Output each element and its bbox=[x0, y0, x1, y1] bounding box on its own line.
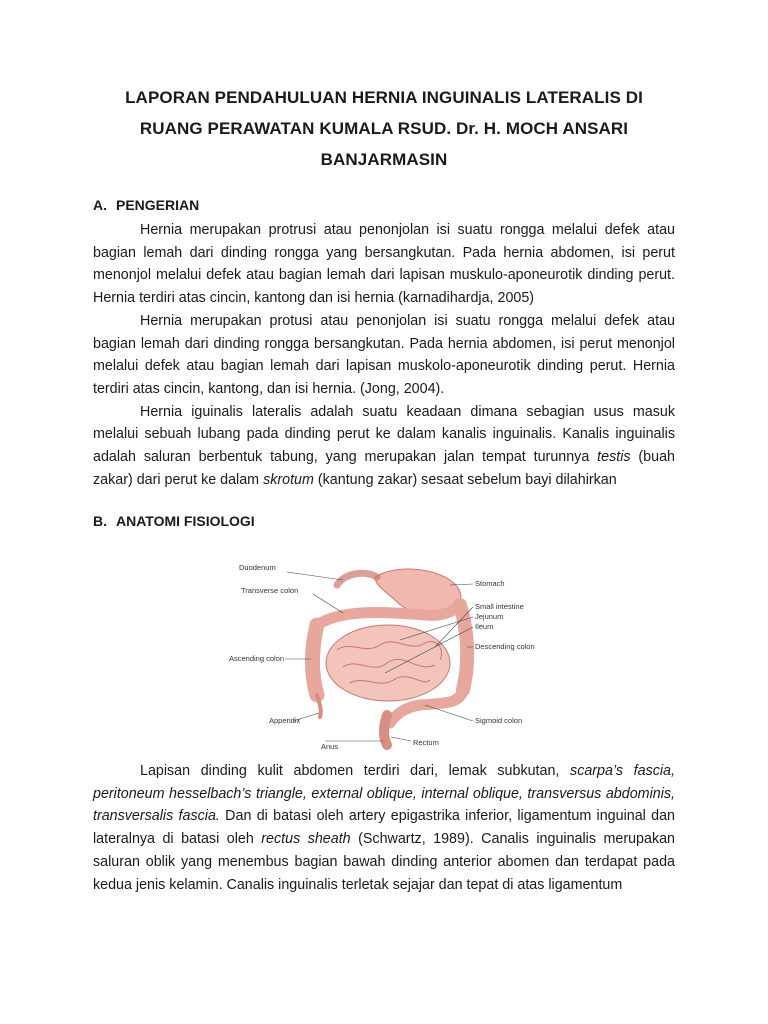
b-text-2: Dan di batasi oleh artery epigastrika inferior, ligamentum inguinal dan lateralnya di batasi oleh bbox=[93, 808, 675, 848]
section-a-heading bbox=[93, 197, 199, 213]
section-b-title: ANATOMI FISIOLOGI bbox=[116, 513, 255, 529]
section-b-heading bbox=[93, 513, 255, 529]
b-italic-fascia-list: scarpa’s fascia, peritoneum hesselbach’s triangle, external oblique, internal oblique, transversus abdominis, transversalis fascia. bbox=[93, 763, 675, 825]
label-rectum: Rectum bbox=[413, 738, 439, 747]
descending-colon-shape bbox=[460, 605, 467, 690]
label-anus: Anus bbox=[321, 742, 339, 751]
title-line-3: BANJARMASIN bbox=[320, 150, 448, 169]
label-appendix: Appendix bbox=[269, 716, 301, 725]
label-stomach: Stomach bbox=[475, 579, 505, 588]
label-transverse-colon: Transverse colon bbox=[241, 586, 299, 595]
b-text-1: Lapisan dinding kulit abdomen terdiri dari, lemak subkutan, bbox=[140, 763, 571, 779]
label-duodenum: Duodenum bbox=[239, 563, 276, 572]
label-descending-colon: Descending colon bbox=[475, 642, 535, 651]
organs bbox=[313, 569, 468, 745]
section-a-paragraph-2: Hernia merupakan protusi atau penonjolan isi suatu rongga melalui defek atau bagian lemah dari dinding rongga bersangkutan. Pada hernia abdomen, isi perut menonjol melalui defek atau bagian lemah dari lapisan muskolo-aponeurotik dinding perut. Hernia terdiri atas cincin, kantong, dan isi hernia. (Jong, 2004). bbox=[93, 312, 675, 397]
section-b-paragraph-1 bbox=[93, 760, 675, 896]
label-ascending-colon: Ascending colon bbox=[229, 654, 285, 663]
label-small-intestine: Small intestine bbox=[475, 602, 524, 611]
section-a-paragraph-3 bbox=[93, 401, 675, 492]
b-text-3: (Schwartz, 1989). Canalis inguinalis merupakan saluran oblik yang menembus bagian bawah dinding anterior abomen dan terdapat pada kedua jenis kelamin. Canalis inguinalis terletak sejajar dan tepat di atas ligamentum bbox=[93, 831, 675, 893]
p3-text-2: (buah zakar) dari perut ke dalam bbox=[93, 449, 675, 488]
section-b-number: B. bbox=[93, 513, 107, 529]
rectum-shape bbox=[384, 715, 387, 745]
b-italic-rectus-sheath: rectus sheath bbox=[261, 831, 351, 848]
ascending-colon-shape bbox=[313, 625, 318, 695]
p3-italic-testis: testis bbox=[597, 449, 631, 466]
section-a-body bbox=[93, 219, 675, 491]
label-jejunum: Jejunum bbox=[475, 612, 504, 621]
p3-italic-skrotum: skrotum bbox=[263, 471, 314, 488]
section-a-number: A. bbox=[93, 197, 107, 213]
digestive-system-illustration bbox=[225, 555, 545, 755]
section-a-title: PENGERIAN bbox=[116, 197, 200, 213]
section-b-body bbox=[93, 760, 675, 896]
duodenum-shape bbox=[337, 573, 377, 585]
label-sigmoid-colon: Sigmoid colon bbox=[475, 716, 523, 725]
small-intestine-shape bbox=[326, 625, 450, 701]
label-ileum: Ileum bbox=[475, 622, 494, 631]
title-line-2: RUANG PERAWATAN KUMALA RSUD. Dr. H. MOCH ANSARI bbox=[139, 119, 629, 138]
digestive-system-figure bbox=[225, 555, 545, 755]
p3-text-1: Hernia iguinalis lateralis adalah suatu keadaan dimana sebagian usus masuk melalui sebuah lubang pada dinding perut ke dalam kanalis inguinalis. Kanalis inguinalis adalah saluran berbentuk tabung, yang merupakan jalan tempat turunnya bbox=[93, 403, 675, 466]
document-title bbox=[92, 82, 676, 175]
section-a-paragraph-1: Hernia merupakan protrusi atau penonjolan isi suatu rongga melalui defek atau bagian lemah dari dinding rongga yang bersangkutan. Pada hernia abdomen, isi perut menonjol melalui defek atau bagian lemah dari lapisan muskulo-aponeurotik dinding perut. Hernia terdiri atas cincin, kantong dan isi hernia (karnadihardja, 2005) bbox=[93, 222, 675, 307]
p3-text-3: (kantung zakar) sesaat sebelum bayi dilahirkan bbox=[313, 471, 617, 488]
title-line-1: LAPORAN PENDAHULUAN HERNIA INGUINALIS LATERALIS DI bbox=[125, 88, 643, 107]
